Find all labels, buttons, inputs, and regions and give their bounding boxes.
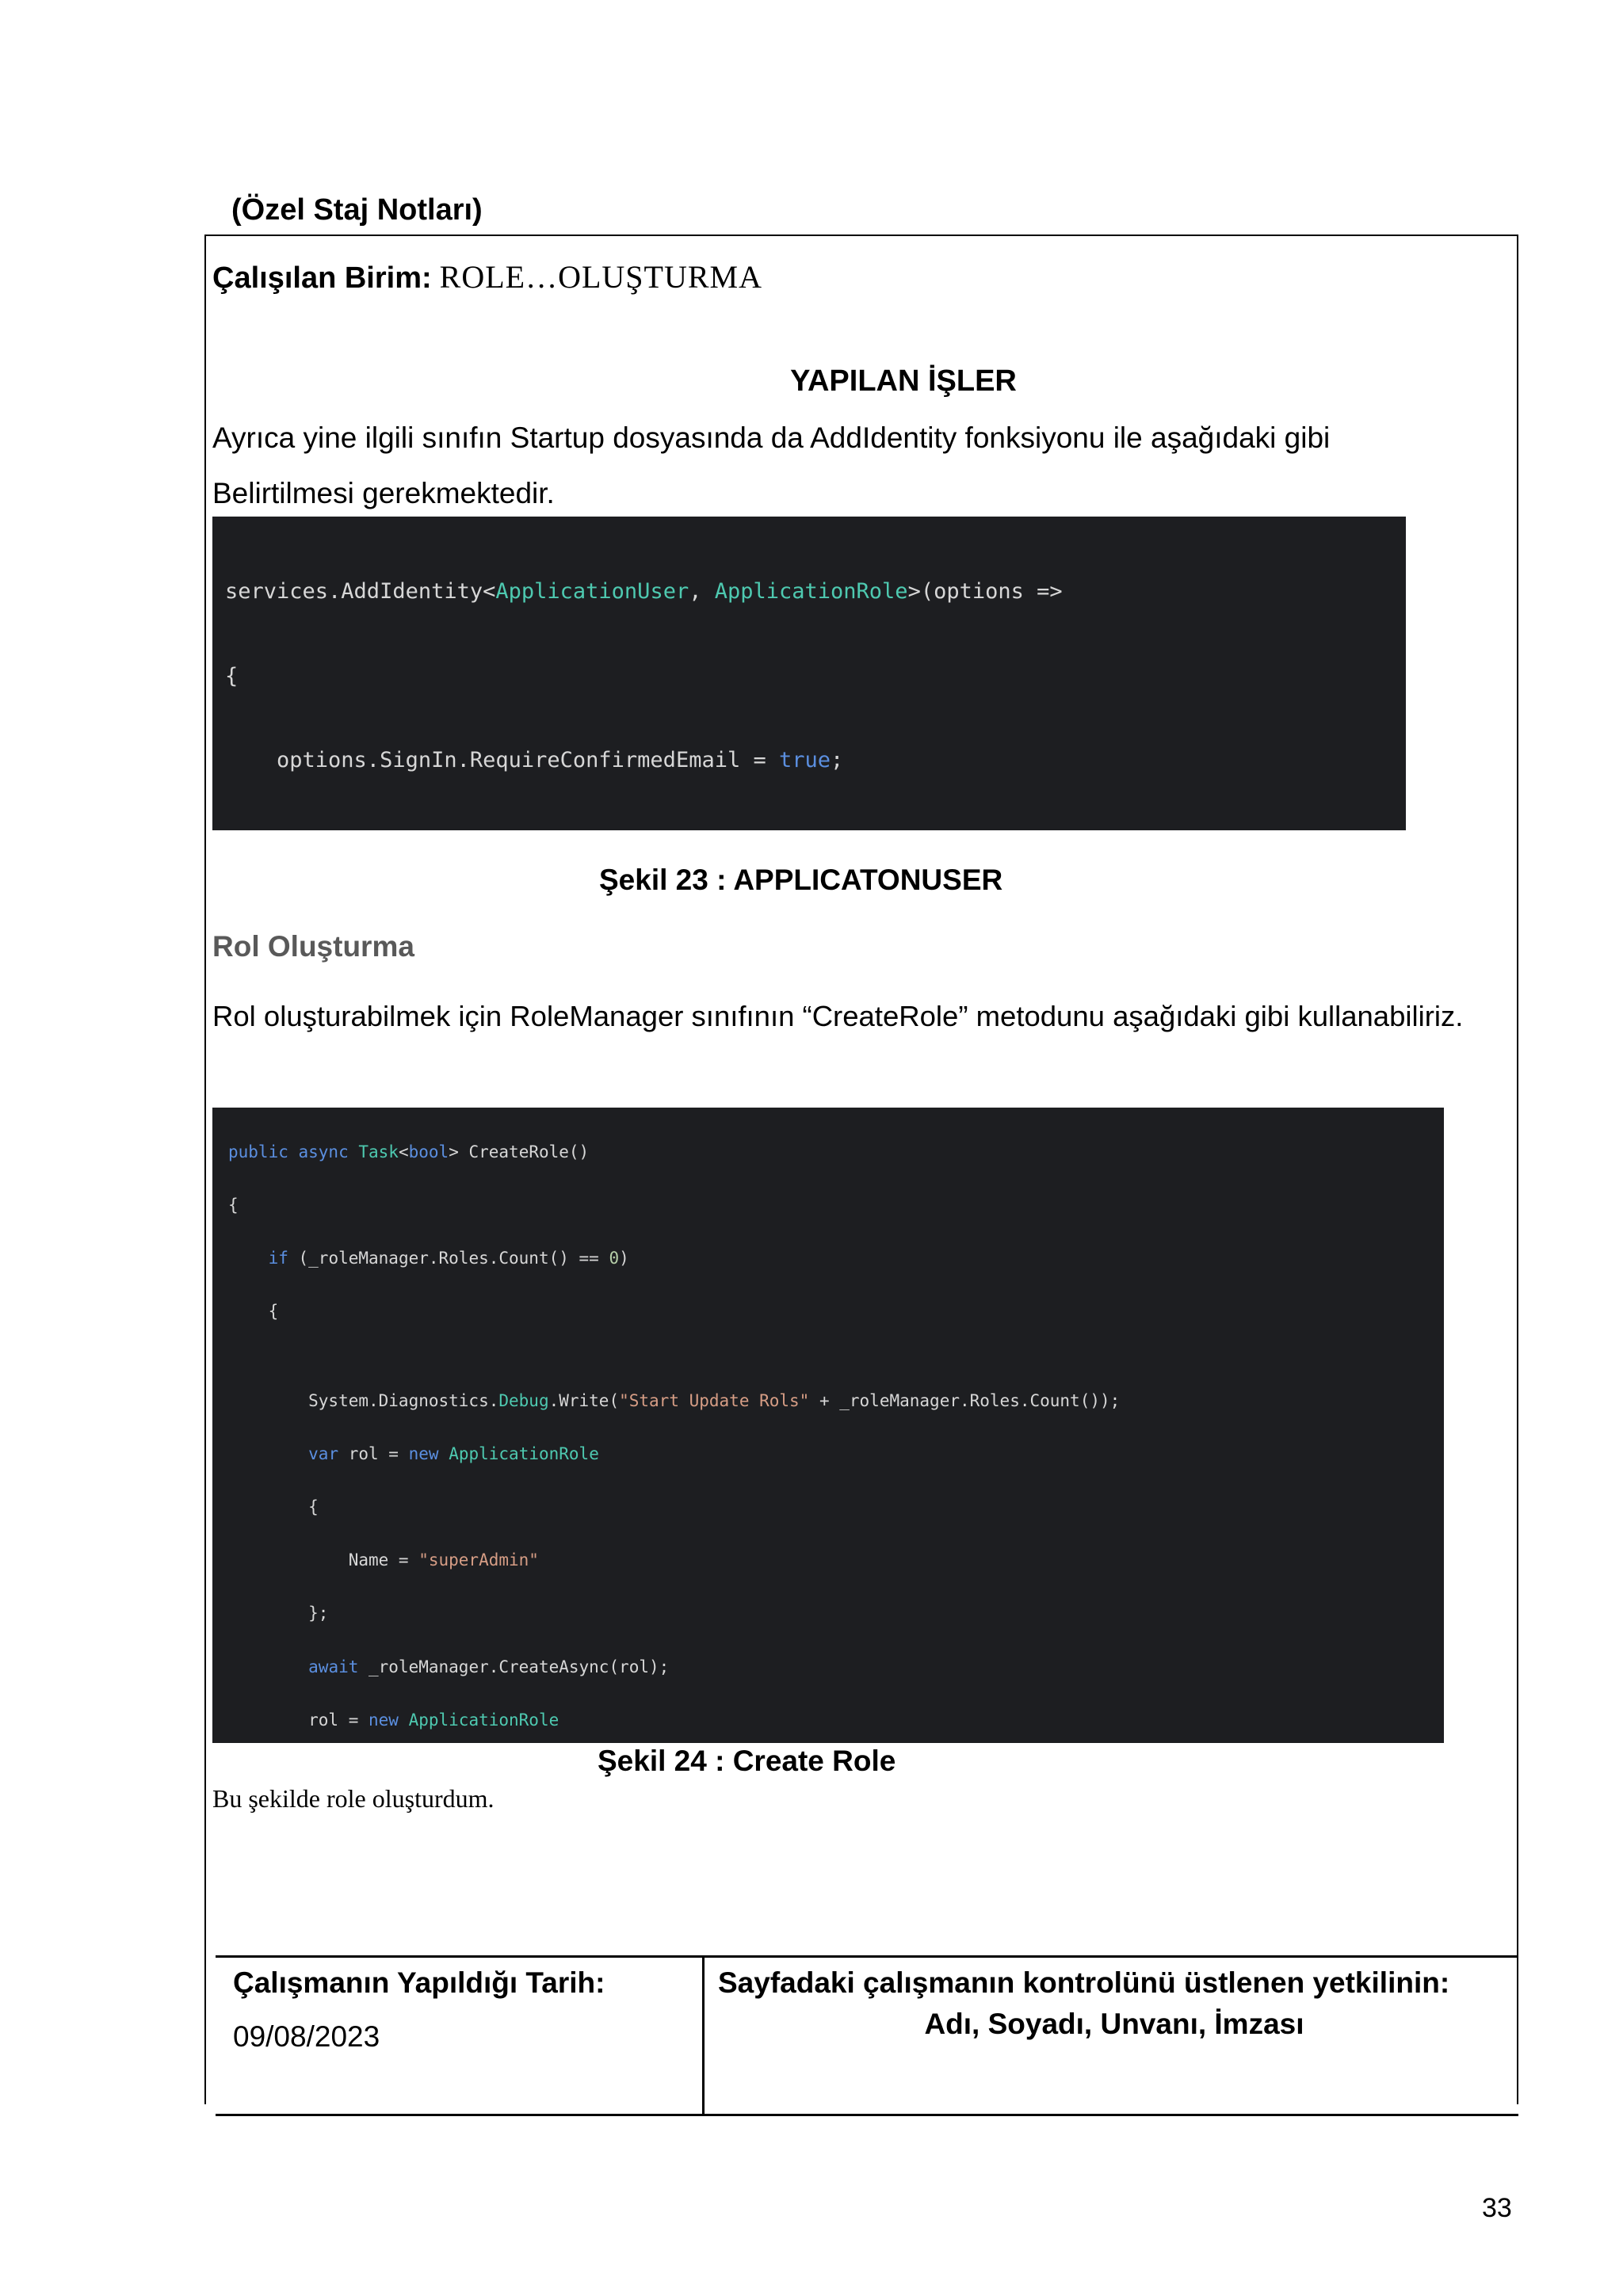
unit-line	[212, 258, 762, 296]
code-screenshot-createrole	[212, 1108, 1444, 1743]
page-number: 33	[1482, 2193, 1512, 2223]
figure-caption-23: Şekil 23 : APPLICATONUSER	[599, 864, 1003, 896]
code-line: {	[228, 1196, 239, 1215]
rol-heading: Rol Oluşturma	[212, 930, 414, 963]
frame-top-border	[204, 235, 1518, 236]
code-line: {	[228, 1497, 319, 1516]
date-value: 09/08/2023	[233, 2020, 380, 2053]
header-note: (Özel Staj Notları)	[231, 193, 483, 227]
section-title: YAPILAN İŞLER	[790, 364, 1017, 398]
code-line: Name = "superAdmin"	[228, 1550, 539, 1570]
code-line: if (_roleManager.Roles.Count() == 0)	[268, 1249, 629, 1268]
code-line: {	[228, 1302, 279, 1322]
code-line: var rol = new ApplicationRole	[308, 1444, 599, 1463]
footer-table-divider	[702, 1955, 705, 2115]
footer-table-bottom-border	[216, 2114, 1518, 2116]
code-line: };	[228, 1604, 329, 1623]
code-line: {	[225, 663, 239, 688]
authority-label: Sayfadaki çalışmanın kontrolünü üstlenen yetkilinin:	[718, 1966, 1450, 1999]
intro-line-1: Ayrıca yine ilgili sınıfın Startup dosyasında da AddIdentity fonksiyonu ile aşağıdaki gibi	[212, 421, 1331, 454]
frame-left-border	[204, 235, 206, 2104]
frame-right-border	[1517, 235, 1518, 2104]
rol-paragraph: Rol oluşturabilmek için RoleManager sınıfının “CreateRole” metodunu aşağıdaki gibi kullanabiliriz.	[212, 1000, 1464, 1032]
authority-subtitle: Adı, Soyadı, Unvanı, İmzası	[924, 2008, 1304, 2040]
footer-table-top-border	[216, 1955, 1518, 1958]
unit-label: Çalışılan Birim:	[212, 261, 432, 295]
date-label: Çalışmanın Yapıldığı Tarih:	[233, 1966, 605, 1999]
code-line: options.SignIn.RequireConfirmedEmail = true;	[225, 748, 844, 772]
note-text: Bu şekilde role oluşturdum.	[212, 1784, 495, 1813]
figure-caption-24: Şekil 24 : Create Role	[598, 1745, 896, 1777]
unit-value: ROLE…OLUŞTURMA	[439, 259, 762, 295]
intro-line-2: Belirtilmesi gerekmektedir.	[212, 477, 555, 509]
code-line: System.Diagnostics.Debug.Write("Start Update Rols" + _roleManager.Roles.Count());	[228, 1390, 1121, 1410]
code-line: public async Task<bool> CreateRole()	[228, 1142, 590, 1161]
code-line: rol = new ApplicationRole	[228, 1710, 559, 1730]
code-line: await _roleManager.CreateAsync(rol);	[308, 1657, 670, 1676]
code-line: services.AddIdentity<ApplicationUser, ApplicationRole>(options =>	[225, 579, 1063, 604]
code-screenshot-addidentity	[212, 517, 1406, 830]
